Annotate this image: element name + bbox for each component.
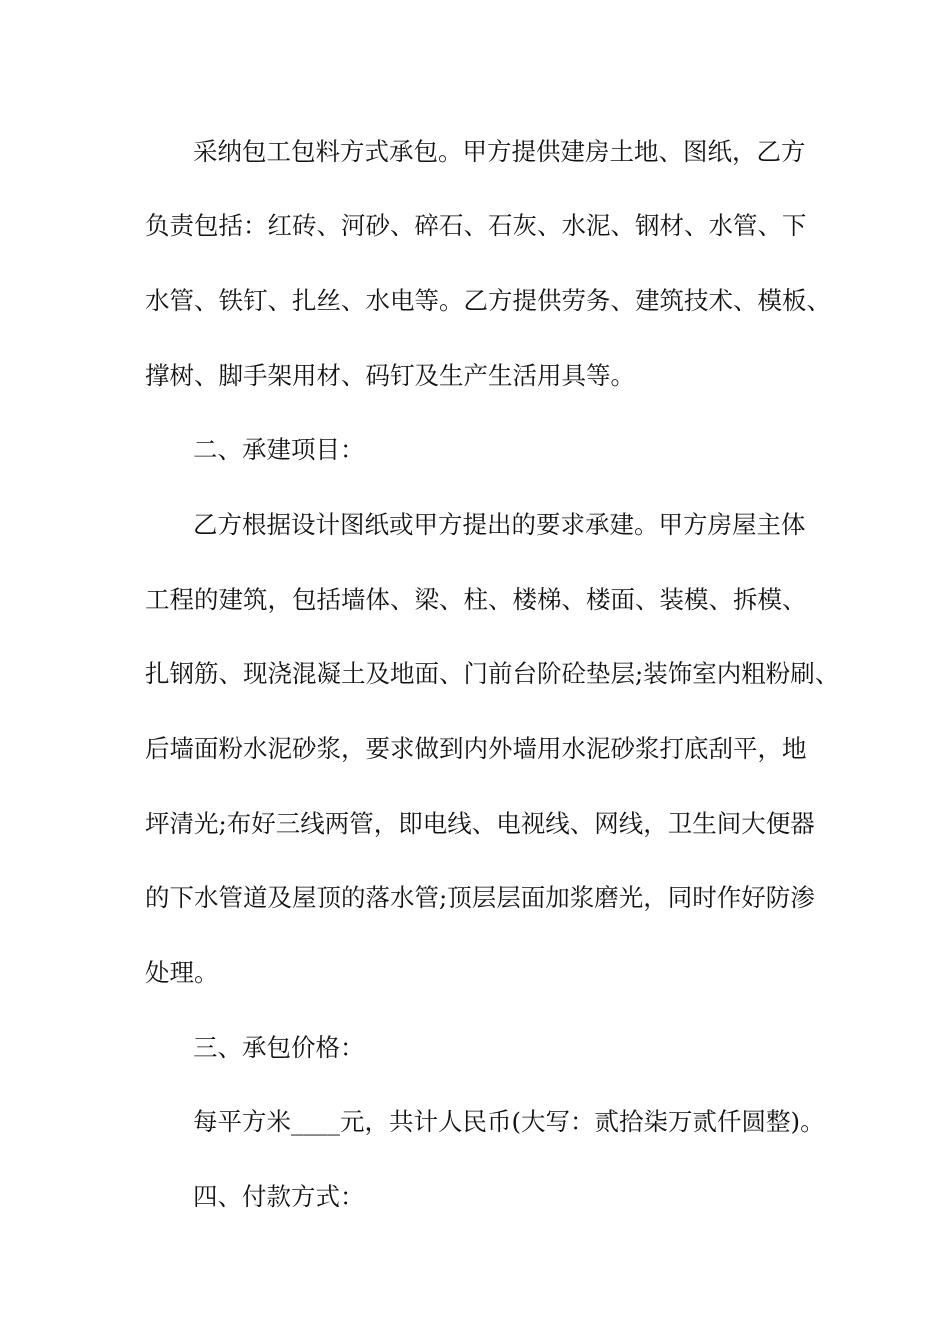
paragraph-line-4: 撑树、脚手架用材、码钉及生产生活用具等。 — [145, 361, 635, 390]
section-heading-4: 四、付款方式： — [193, 1182, 365, 1211]
paragraph-line-11: 的下水管道及屋顶的落水管;顶层层面加浆磨光，同时作好防渗 — [145, 883, 815, 912]
paragraph-line-9: 后墙面粉水泥砂浆，要求做到内外墙用水泥砂浆打底刮平，地 — [145, 734, 807, 763]
section-heading-2: 二、承建项目： — [193, 435, 365, 464]
paragraph-line-2: 负责包括：红砖、河砂、碎石、石灰、水泥、钢材、水管、下 — [145, 211, 807, 240]
section-heading-3: 三、承包价格： — [193, 1033, 365, 1062]
paragraph-line-12: 处理。 — [145, 958, 219, 987]
paragraph-line-8: 扎钢筋、现浇混凝土及地面、门前台阶砼垫层;装饰室内粗粉刷、 — [145, 659, 840, 688]
paragraph-line-10: 坪清光;布好三线两管，即电线、电视线、网线，卫生间大便器 — [145, 809, 815, 838]
paragraph-line-1: 采纳包工包料方式承包。甲方提供建房土地、图纸，乙方 — [193, 137, 806, 166]
paragraph-line-3: 水管、铁钉、扎丝、水电等。乙方提供劳务、建筑技术、模板、 — [145, 286, 831, 315]
price-line: 每平方米____元，共计人民币(大写：贰拾柒万贰仟圆整)。 — [193, 1107, 825, 1136]
paragraph-line-7: 工程的建筑，包括墙体、梁、柱、楼梯、楼面、装模、拆模、 — [145, 585, 807, 614]
paragraph-line-6: 乙方根据设计图纸或甲方提出的要求承建。甲方房屋主体 — [193, 510, 806, 539]
